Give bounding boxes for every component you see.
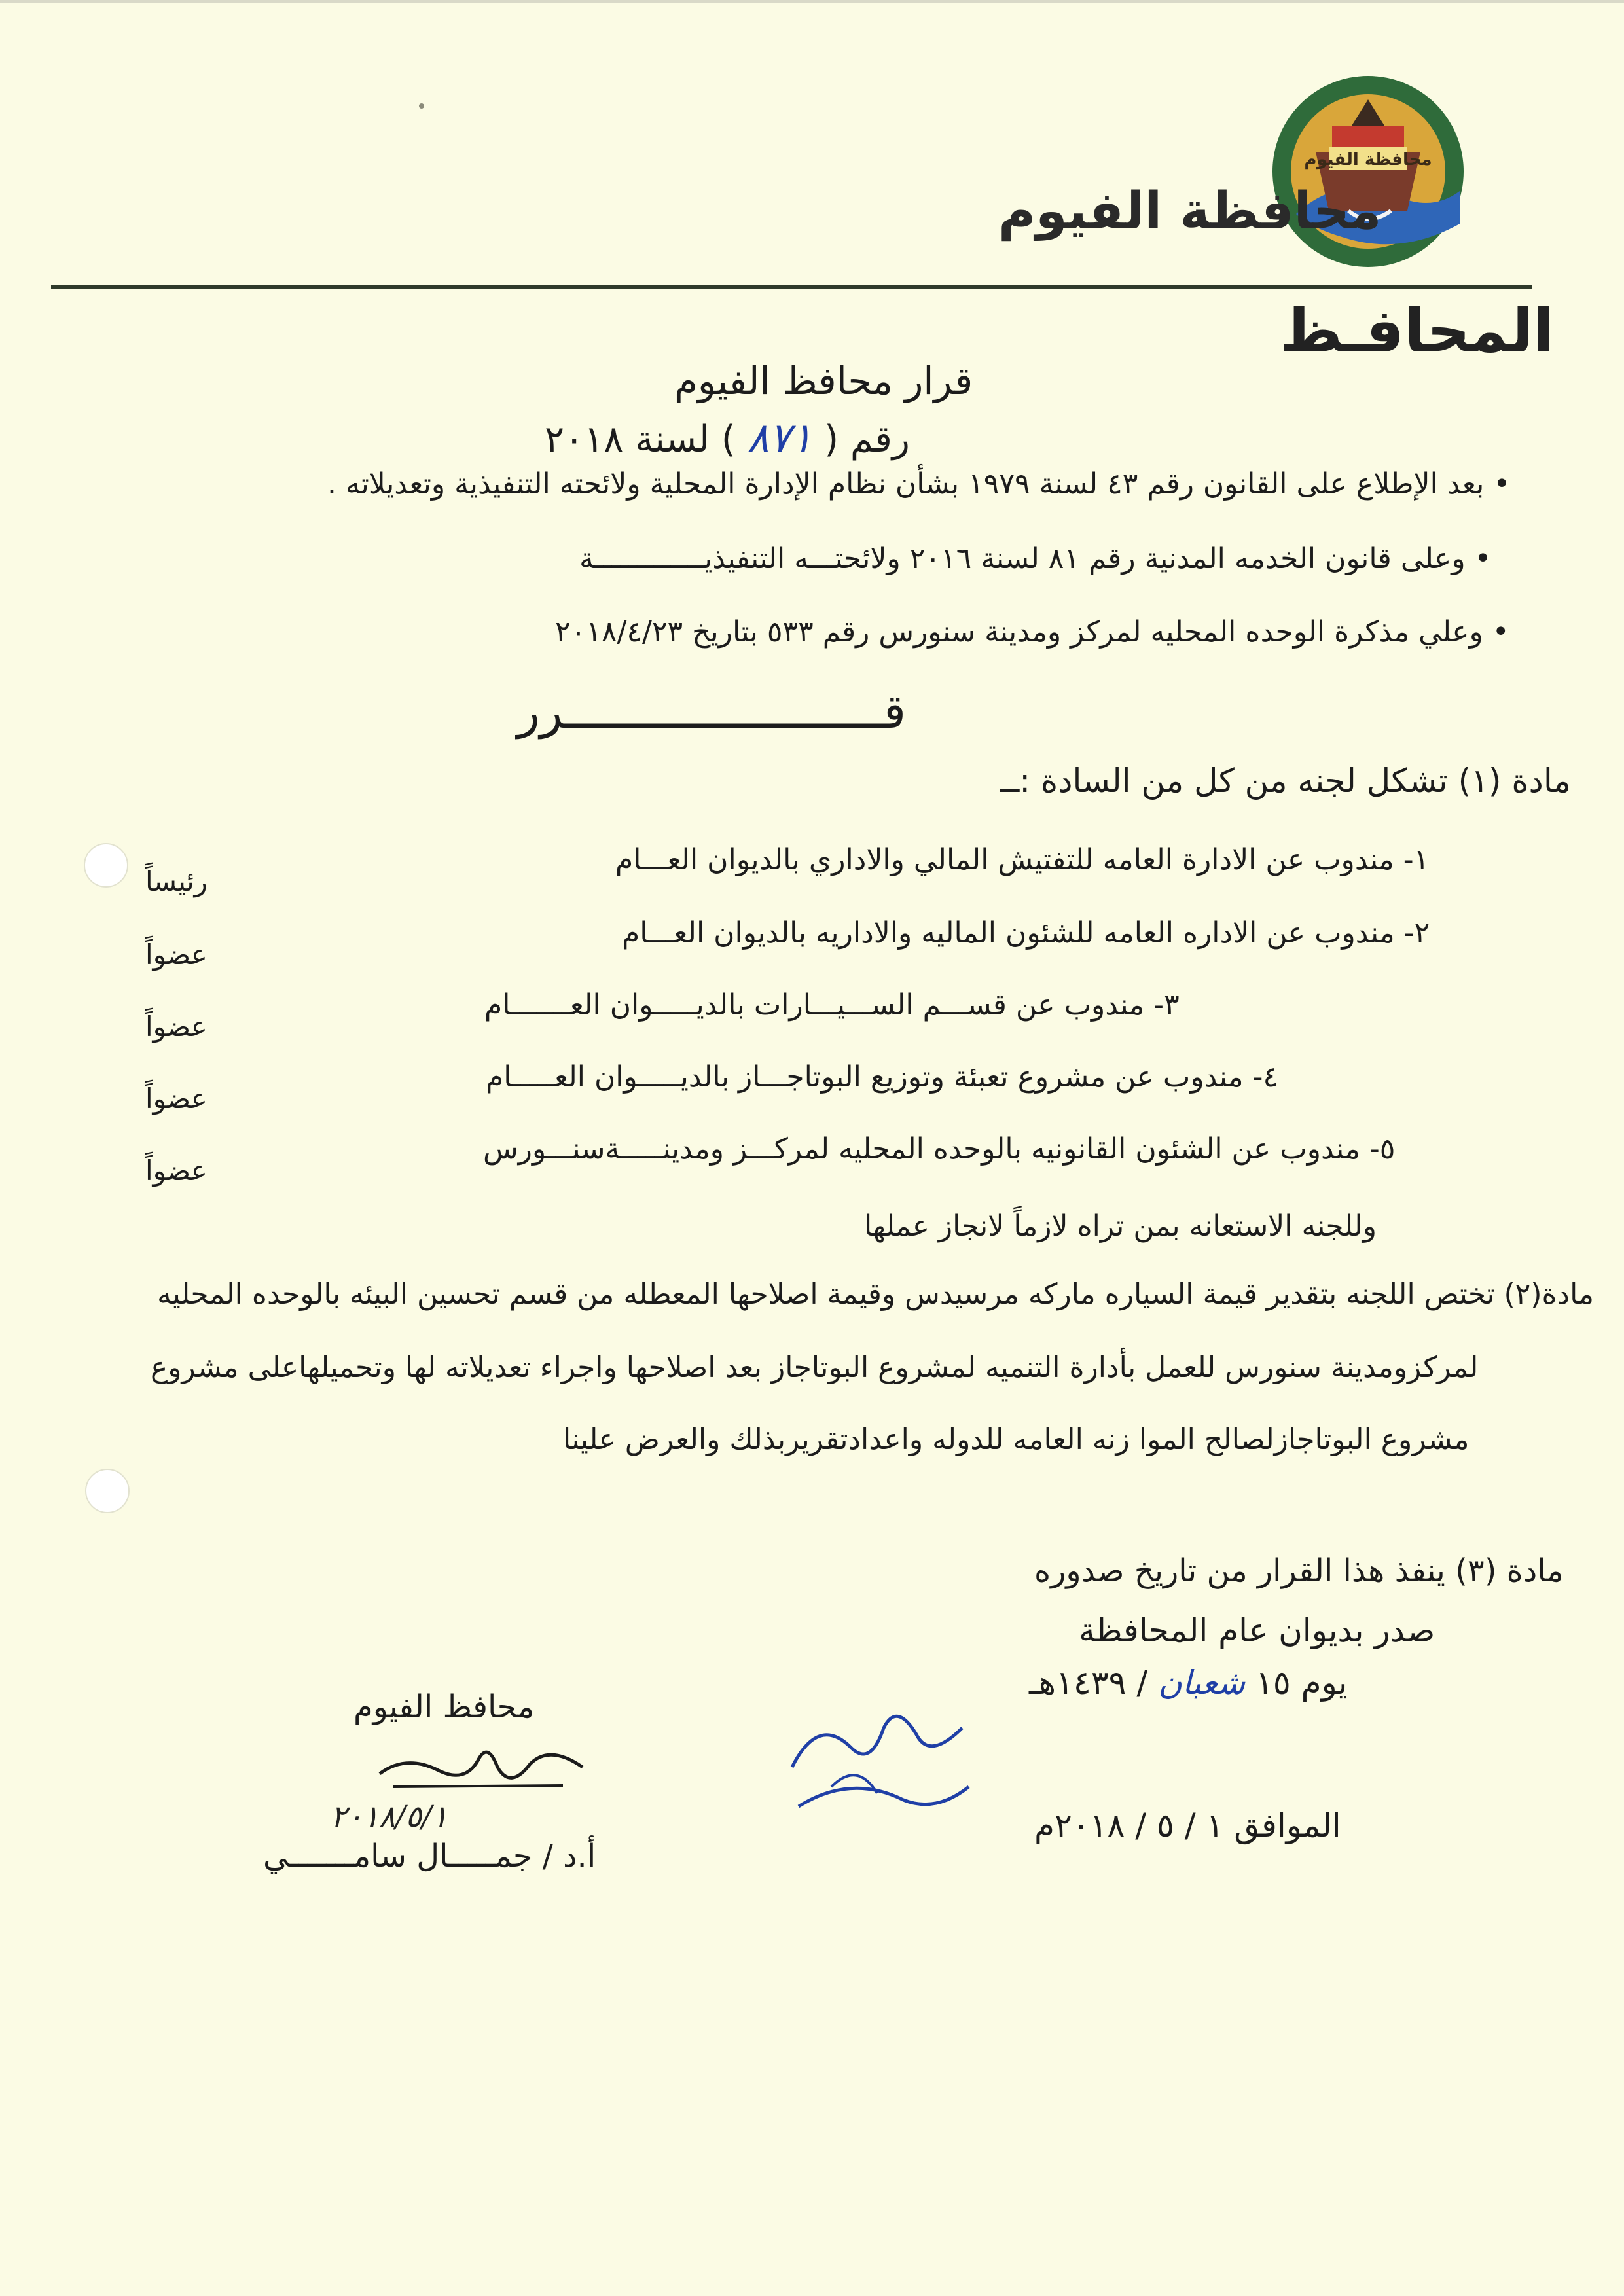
hijri-date-suffix: / ١٤٣٩هـ	[1029, 1664, 1148, 1702]
member-role: عضواً	[145, 1011, 208, 1043]
member-role: عضواً	[145, 1083, 208, 1115]
decree-number-prefix: رقم (	[824, 418, 910, 461]
issued-at: صدر بديوان عام المحافظة	[1079, 1611, 1435, 1649]
committee-member: ١- مندوب عن الادارة العامه للتفتيش المالي والاداري بالديوان العـــام	[615, 843, 1430, 876]
decree-title: قرار محافظ الفيوم	[674, 359, 973, 403]
committee-member: ٤- مندوب عن مشروع تعبئة وتوزيع البوتاجـــاز بالديـــــوان العـــــام	[486, 1060, 1279, 1094]
punch-hole	[85, 1469, 130, 1513]
gregorian-date: الموافق ١ / ٥ / ٢٠١٨م	[1034, 1806, 1341, 1844]
governor-signature	[367, 1728, 602, 1800]
committee-member: ٣- مندوب عن قســـم الســـيـــارات بالديـــــوان العـــــــام	[484, 988, 1180, 1022]
scan-speck	[419, 103, 424, 109]
signature-date-handwritten: ٢٠١٨/٥/١	[331, 1799, 448, 1834]
hijri-month-handwritten: شعبان	[1158, 1664, 1246, 1702]
article-2-line: مادة(٢) تختص اللجنه بتقدير قيمة السياره ماركه مرسيدس وقيمة اصلاحها المعطله من قسم تحسين البيئه بالوحده المحليه	[157, 1278, 1595, 1311]
decree-number-suffix: ) لسنة ٢٠١٨	[545, 418, 736, 461]
member-role: عضواً	[145, 1155, 208, 1187]
member-role: رئيساً	[145, 865, 208, 897]
article-3-heading: مادة (٣) ينفذ هذا القرار من تاريخ صدوره	[1034, 1552, 1564, 1589]
approval-signature	[772, 1689, 982, 1820]
scan-edge	[0, 0, 1624, 3]
committee-member: ٥- مندوب عن الشئون القانونيه بالوحده المحليه لمركـــز ومدينـــــةسنـــورس	[483, 1132, 1396, 1166]
member-role: عضواً	[145, 939, 208, 971]
committee-assistance-note: وللجنه الاستعانه بمن تراه لازماً لانجاز عملها	[864, 1210, 1377, 1243]
decides-heading: قـــــــــــــــــــــــرر	[517, 684, 907, 739]
decree-number-handwritten: ٨٧١	[747, 414, 813, 461]
article-2-line: لمركزومدينة سنورس للعمل بأدارة التنميه لمشروع البوتاجاز بعد اصلاحها واجراء تعديلاته لها وتحميلهاعلى مشروع	[151, 1351, 1479, 1384]
office-title: المحافـظ	[1280, 296, 1554, 366]
preamble-item: • وعلى قانون الخدمه المدنية رقم ٨١ لسنة ٢٠١٦ ولائحتـــه التنفيذيـــــــــــــة	[579, 542, 1492, 575]
signatory-name: أ.د / جمـــــال سامـــــــي	[263, 1838, 596, 1874]
governorate-name: محافظة الفيوم	[998, 182, 1382, 241]
preamble-item: • بعد الإطلاع على القانون رقم ٤٣ لسنة ١٩٧٩ بشأن نظام الإدارة المحلية ولائحته التنفيذية وتعديلاته .	[327, 467, 1511, 501]
header-divider	[51, 285, 1532, 289]
committee-member: ٢- مندوب عن الاداره العامه للشئون الماليه والاداريه بالديوان العـــام	[622, 916, 1430, 950]
hijri-date-prefix: يوم ١٥	[1255, 1664, 1348, 1702]
article-2-line: مشروع البوتاجازلصالح الموا زنه العامه للدوله واعدادتقريربذلك والعرض علينا	[563, 1423, 1470, 1456]
article-1-heading: مادة (١) تشكل لجنه من كل من السادة :ــ	[1000, 762, 1571, 800]
hijri-date	[1029, 1664, 1347, 1702]
signatory-title: محافظ الفيوم	[353, 1689, 535, 1725]
preamble-item: • وعلي مذكرة الوحده المحليه لمركز ومدينة سنورس رقم ٥٣٣ بتاريخ ٢٠١٨/٤/٢٣	[555, 615, 1509, 649]
seal-text: محافظة الفيوم	[1304, 150, 1432, 170]
punch-hole	[84, 843, 128, 888]
decree-number-line	[545, 414, 910, 461]
